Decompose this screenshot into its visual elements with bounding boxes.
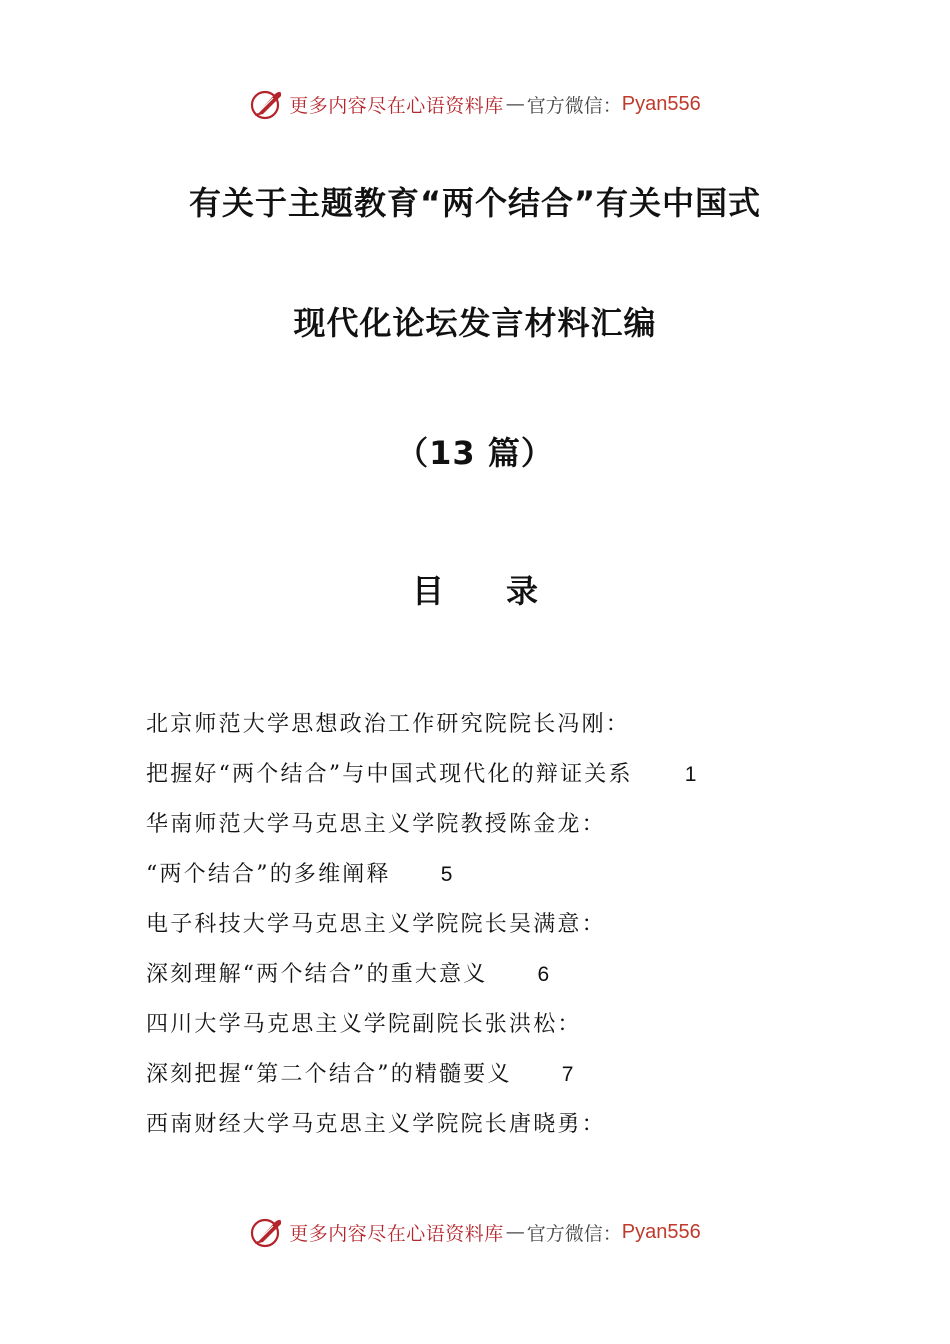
document-title-line1: 有关于主题教育“两个结合”有关中国式: [188, 184, 762, 222]
toc-entry: [146, 950, 846, 1000]
toc-page-number: 5: [440, 863, 453, 886]
toc-entry: [146, 850, 846, 900]
toc-title: 深刻理解“两个结合”的重大意义: [146, 962, 488, 987]
toc-author: 西南财经大学马克思主义学院院长唐晓勇：: [146, 1112, 606, 1137]
watermark-sub: 官方微信：: [526, 94, 622, 117]
document-count: （13 篇）: [396, 434, 554, 472]
watermark-id: Pyan556: [621, 1220, 701, 1243]
toc-page-number: 1: [684, 763, 697, 786]
toc-author: 华南师范大学马克思主义学院教授陈金龙：: [146, 812, 606, 837]
toc-author: 四川大学马克思主义学院副院长张洪松：: [146, 1012, 582, 1037]
toc-heading-right: 录: [506, 572, 539, 610]
watermark-dash: —: [505, 1221, 525, 1243]
toc-title: 把握好“两个结合”与中国式现代化的辩证关系: [146, 762, 633, 787]
watermark-dash: —: [505, 93, 525, 115]
toc-page-number: 6: [537, 963, 550, 986]
toc-entry: [146, 750, 846, 800]
toc-author: 北京师范大学思想政治工作研究院院长冯刚：: [146, 712, 631, 737]
toc-heading-left: 目: [411, 572, 444, 610]
watermark-footer: [0, 1212, 950, 1252]
watermark-text: 更多内容尽在心语资料库: [289, 94, 504, 117]
quill-logo-icon: [249, 86, 285, 122]
toc-author: 电子科技大学马克思主义学院院长吴满意：: [146, 912, 606, 937]
watermark-id: Pyan556: [621, 92, 701, 115]
watermark-sub: 官方微信：: [526, 1222, 622, 1245]
watermark-header: [0, 84, 950, 124]
table-of-contents: [146, 700, 846, 1150]
watermark-text: 更多内容尽在心语资料库: [289, 1222, 504, 1245]
quill-logo-icon: [249, 1214, 285, 1250]
toc-title: “两个结合”的多维阐释: [146, 862, 391, 887]
toc-heading: [0, 566, 950, 612]
toc-title: 深刻把握“第二个结合”的精髓要义: [146, 1062, 512, 1087]
toc-page-number: 7: [561, 1063, 574, 1086]
document-title-line2: 现代化论坛发言材料汇编: [293, 304, 657, 342]
toc-entry: [146, 1050, 846, 1100]
